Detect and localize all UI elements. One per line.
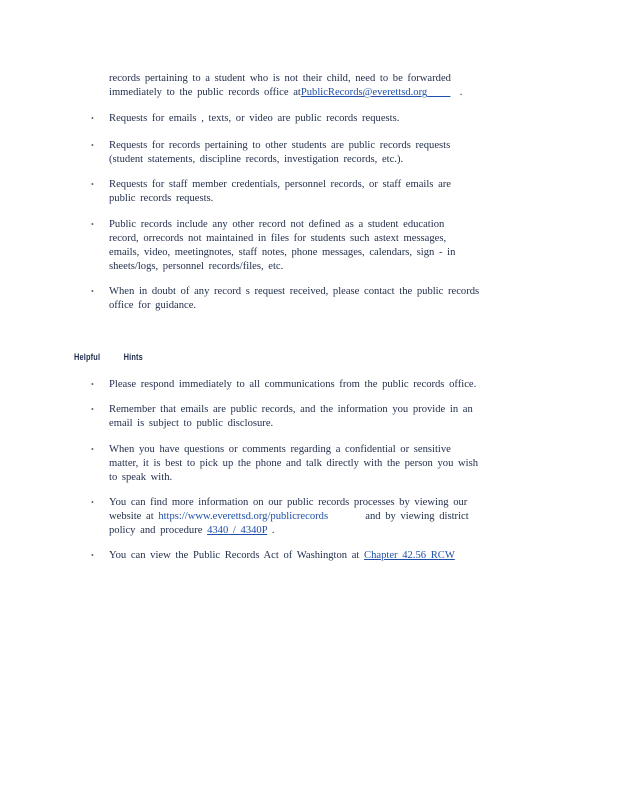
- hint-text: You can view the Public Records Act of Washington at: [109, 550, 365, 561]
- policy-4340-link[interactable]: 4340: [207, 525, 229, 536]
- intro-line-1: records pertaining to a student who is not their child, need to be forwarded: [109, 73, 451, 84]
- bullet-marker: •: [91, 141, 94, 150]
- bullet-text-line: emails, video, meetingnotes, staff notes, phone messages, calendars, sign - in: [109, 247, 456, 258]
- bullet-emails-texts-video: [109, 112, 549, 126]
- hint-emails-public-records: [109, 403, 549, 431]
- heading-word-hints: Hints: [123, 352, 143, 363]
- hint-text-line: to speak with.: [109, 472, 173, 483]
- hint-confidential-matters: [109, 443, 549, 485]
- public-records-email-link[interactable]: PublicRecords@everettsd.org: [300, 87, 428, 98]
- hint-more-information: [109, 496, 549, 538]
- bullet-text-line: public records requests.: [109, 193, 214, 204]
- hint-text-line: Remember that emails are public records, and the information you provide in an: [109, 404, 473, 415]
- procedure-4340p-link[interactable]: 4340P: [240, 525, 268, 536]
- public-records-website-url[interactable]: https://www.everettsd.org/publicrecords: [158, 511, 329, 522]
- bullet-staff-credentials: [109, 178, 549, 206]
- bullet-text-line: Requests for staff member credentials, personnel records, or staff emails are: [109, 179, 452, 190]
- bullet-text-line: Public records include any other record not defined as a student education: [109, 219, 445, 230]
- hint-text-line: Please respond immediately to all communications from the public records office.: [109, 379, 477, 390]
- intro-line-2-text: immediately to the public records office at: [109, 87, 301, 98]
- bullet-marker: •: [91, 498, 94, 507]
- bullet-when-in-doubt: [109, 285, 549, 313]
- bullet-text-line: record, orrecords not maintained in files for students such astext messages,: [109, 233, 447, 244]
- hint-text-line: When you have questions or comments regarding a confidential or sensitive: [109, 444, 451, 455]
- bullet-marker: •: [91, 445, 94, 454]
- hint-public-records-act: [109, 549, 549, 563]
- intro-paragraph: [109, 72, 549, 100]
- hint-respond-immediately: [109, 378, 549, 392]
- bullet-marker: •: [91, 405, 94, 414]
- bullet-marker: •: [91, 114, 94, 123]
- hint-text: .: [267, 525, 275, 536]
- bullet-text-line: Requests for records pertaining to other students are public records requests: [109, 140, 451, 151]
- bullet-text-line: sheets/logs, personnel records/files, etc.: [109, 261, 284, 272]
- bullet-other-records: [109, 218, 549, 274]
- hint-text-line: [109, 549, 549, 563]
- bullet-text-line: When in doubt of any record s request received, please contact the public records: [109, 286, 480, 297]
- bullet-marker: •: [91, 380, 94, 389]
- policy-link-separator: /: [228, 525, 241, 536]
- rcw-chapter-link[interactable]: Chapter 42.56 RCW: [364, 550, 455, 561]
- bullet-marker: •: [91, 180, 94, 189]
- hint-text-line: You can find more information on our public records processes by viewing our: [109, 497, 468, 508]
- bullet-marker: •: [91, 220, 94, 229]
- bullet-other-students-records: [109, 139, 549, 167]
- hint-text: and by viewing district: [365, 511, 469, 522]
- intro-line-2: [109, 86, 549, 100]
- bullet-marker: •: [91, 287, 94, 296]
- heading-word-helpful: Helpful: [74, 352, 101, 363]
- hint-text-line: [109, 524, 549, 538]
- hint-text: policy and procedure: [109, 525, 208, 536]
- bullet-text-line: (student statements, discipline records, investigation records, etc.).: [109, 154, 404, 165]
- bullet-text-line: Requests for emails , texts, or video are public records requests.: [109, 113, 400, 124]
- hint-text-line: [109, 510, 549, 524]
- hint-text-line: email is subject to public disclosure.: [109, 418, 274, 429]
- hint-text-line: matter, it is best to pick up the phone and talk directly with the person you wish: [109, 458, 479, 469]
- helpful-hints-heading: [74, 352, 143, 363]
- intro-line-2-end: .: [459, 87, 463, 98]
- email-link-underline-tail: [427, 87, 450, 98]
- hint-text: website at: [109, 511, 159, 522]
- bullet-marker: •: [91, 551, 94, 560]
- bullet-text-line: office for guidance.: [109, 300, 197, 311]
